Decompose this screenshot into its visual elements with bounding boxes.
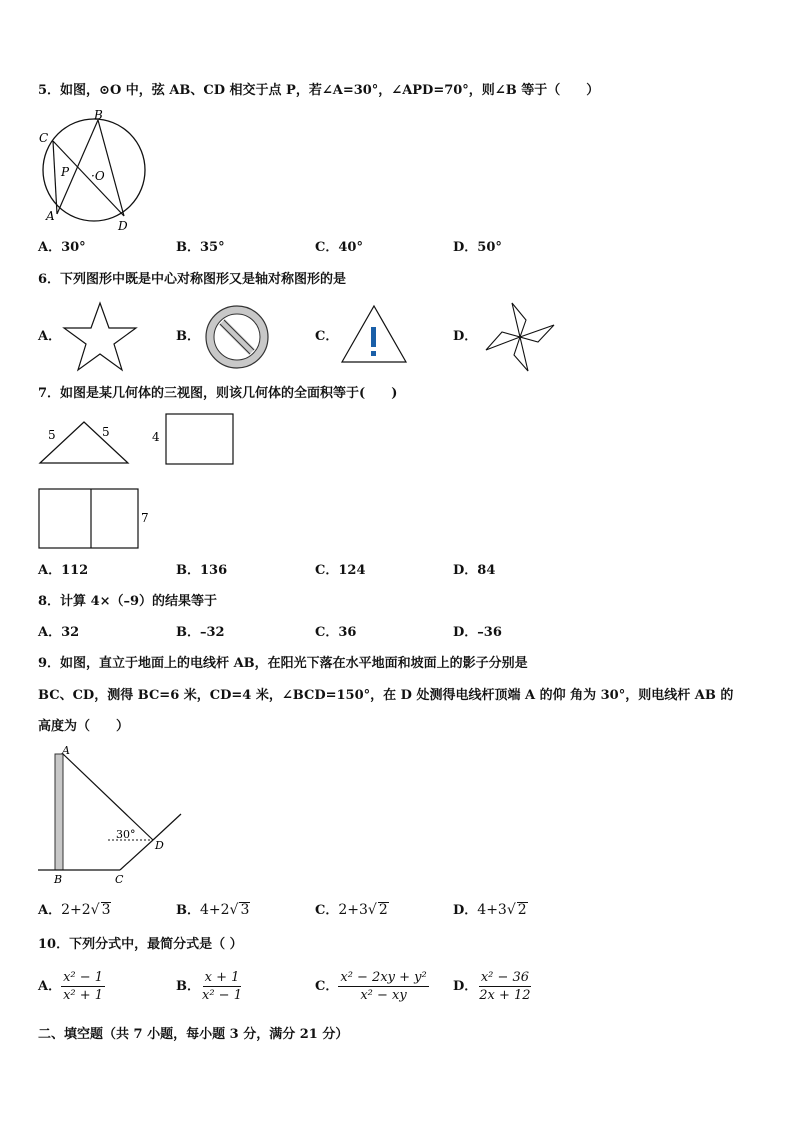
q5-label-p: P xyxy=(61,165,70,179)
q10-option-b-numerator: x + 1 xyxy=(204,970,240,985)
q7-label-width: 7 xyxy=(141,511,149,525)
q10-option-c-numerator: x² − 2xy + y² xyxy=(340,970,427,985)
q7-option-a: A．112 xyxy=(38,563,89,578)
q10-option-b-fraction xyxy=(200,970,244,1003)
q9-option-b: B．4+2√ 3 xyxy=(176,902,250,918)
prohibition-icon xyxy=(204,304,270,370)
q5-stem: 5．如图，⊙O 中，弦 AB、CD 相交于点 P，若∠A=30°，∠APD=70°，则∠B 等于（ ） xyxy=(38,83,600,98)
q9-option-c-radicand: 2 xyxy=(378,902,388,918)
q5-option-c: C．40° xyxy=(315,240,363,255)
q5-label-d: D xyxy=(118,219,128,233)
pinwheel-icon xyxy=(482,300,558,374)
q10-option-a-numerator: x² − 1 xyxy=(63,970,104,985)
star-icon xyxy=(62,300,138,372)
q9-stem-line1: 9．如图，直立于地面上的电线杆 AB，在阳光下落在水平地面和坡面上的影子分别是 xyxy=(38,656,528,671)
q7-side-view xyxy=(36,418,136,468)
q9-option-d: D．4+3√ 2 xyxy=(453,902,527,918)
q9-stem-line3: 高度为（ ） xyxy=(38,719,130,734)
q7-stem: 7．如图是某几何体的三视图，则该几何体的全面积等于( ) xyxy=(38,386,398,401)
q10-option-a xyxy=(38,970,105,1003)
q7-option-d: D．84 xyxy=(453,563,496,578)
q9-option-a: A．2+2√ 3 xyxy=(38,902,111,918)
q9-option-d-letter: D． xyxy=(453,903,478,918)
q6-option-c-letter: C． xyxy=(315,329,339,344)
q9-stem-line2: BC、CD，测得 BC=6 米，CD=4 米，∠BCD=150°，在 D 处测得电线杆顶端 A 的仰 角为 30°，则电线杆 AB 的 xyxy=(38,688,734,703)
q9-option-d-value: 4+3 xyxy=(477,902,507,918)
q7-option-b: B．136 xyxy=(176,563,228,578)
q5-label-o: ·O xyxy=(91,169,105,183)
q10-option-d xyxy=(453,970,533,1003)
q7-label-height: 4 xyxy=(152,430,160,444)
q6-option-a-letter: A． xyxy=(38,329,62,344)
q5-label-a: A xyxy=(46,209,55,223)
q9-option-b-letter: B． xyxy=(176,903,200,918)
q10-option-b-denominator: x² − 1 xyxy=(202,988,242,1003)
q10-option-a-denominator: x² + 1 xyxy=(63,988,104,1003)
q6-stem: 6．下列图形中既是中心对称图形又是轴对称图形的是 xyxy=(38,272,347,287)
q7-top-view xyxy=(150,412,240,468)
q7-label-right-side: 5 xyxy=(102,425,110,439)
q9-option-c-letter: C． xyxy=(315,903,339,918)
q8-option-b: B．–32 xyxy=(176,625,225,640)
q6-option-b-letter: B． xyxy=(176,329,200,344)
q5-circle-figure xyxy=(36,108,151,233)
q9-option-b-radicand: 3 xyxy=(240,902,250,918)
q10-option-a-letter: A． xyxy=(38,979,62,994)
q7-option-c: C．124 xyxy=(315,563,366,578)
q10-option-a-fraction xyxy=(61,970,105,1003)
q10-option-c-letter: C． xyxy=(315,979,339,994)
q8-option-c: C．36 xyxy=(315,625,357,640)
q10-option-d-denominator: 2x + 12 xyxy=(479,988,531,1003)
q9-label-d: D xyxy=(155,839,164,852)
q10-option-d-numerator: x² − 36 xyxy=(480,970,530,985)
q9-label-c: C xyxy=(115,873,124,886)
q7-label-left-side: 5 xyxy=(48,428,56,442)
q8-stem: 8．计算 4×（–9）的结果等于 xyxy=(38,594,218,609)
q9-label-a: A xyxy=(62,744,70,757)
q5-option-a: A．30° xyxy=(38,240,86,255)
warning-triangle-icon xyxy=(339,303,409,365)
q9-label-b: B xyxy=(54,873,63,886)
q10-option-c-fraction xyxy=(338,970,428,1003)
q9-option-c: C．2+3√ 2 xyxy=(315,902,388,918)
q8-option-a: A．32 xyxy=(38,625,80,640)
q5-option-d: D．50° xyxy=(453,240,502,255)
q7-front-view xyxy=(36,487,152,551)
q10-option-b-letter: B． xyxy=(176,979,200,994)
q5-option-b: B．35° xyxy=(176,240,225,255)
q5-label-c: C xyxy=(39,131,49,145)
q10-option-c-denominator: x² − xy xyxy=(360,988,407,1003)
q9-option-a-letter: A． xyxy=(38,903,62,918)
section-2-heading: 二、填空题（共 7 小题，每小题 3 分，满分 21 分） xyxy=(38,1027,349,1042)
q9-option-d-radicand: 2 xyxy=(517,902,527,918)
q9-option-b-value: 4+2 xyxy=(200,902,230,918)
q5-label-b: B xyxy=(94,108,103,122)
q10-option-d-letter: D． xyxy=(453,979,478,994)
q10-stem: 10．下列分式中，最简分式是（ ） xyxy=(38,937,243,952)
q10-option-b xyxy=(176,970,244,1003)
q8-option-d: D．–36 xyxy=(453,625,502,640)
q9-option-c-value: 2+3 xyxy=(338,902,368,918)
q9-option-a-radicand: 3 xyxy=(101,902,111,918)
q6-option-d-letter: D． xyxy=(453,329,478,344)
q10-option-c xyxy=(315,970,429,1003)
q9-label-angle: 30° xyxy=(116,828,136,841)
q9-option-a-value: 2+2 xyxy=(61,902,91,918)
q10-option-d-fraction xyxy=(477,970,532,1003)
q9-pole-figure xyxy=(36,744,188,888)
